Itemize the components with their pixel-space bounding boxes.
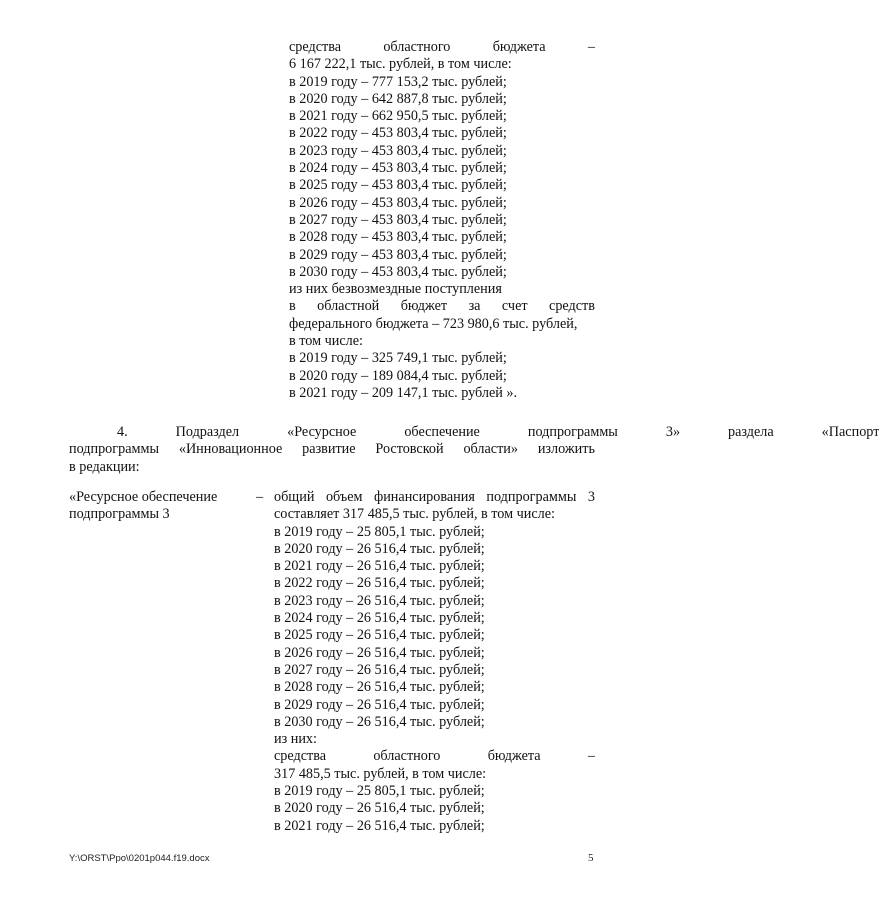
word: – (587, 748, 595, 765)
federal-year-line: в 2021 году – 209 147,1 тыс. рублей ». (289, 384, 518, 401)
page-number: 5 (588, 852, 594, 864)
regional-year-line: в 2020 году – 26 516,4 тыс. рублей; (274, 800, 485, 817)
word: бюджета (492, 39, 546, 55)
federal-year-line: в 2019 году – 325 749,1 тыс. рублей; (289, 350, 507, 367)
federal-lead-line (289, 298, 595, 315)
year-line: в 2030 году – 453 803,4 тыс. рублей; (289, 263, 507, 280)
year-line: в 2020 году – 26 516,4 тыс. рублей; (274, 540, 485, 557)
year-line: в 2022 году – 453 803,4 тыс. рублей; (289, 125, 507, 142)
word: областного (383, 39, 451, 55)
paragraph-line-2 (69, 441, 595, 458)
word: Ростовской (375, 441, 444, 458)
year-line: в 2021 году – 26 516,4 тыс. рублей; (274, 558, 485, 575)
year-line: в 2019 году – 777 153,2 тыс. рублей; (289, 73, 507, 90)
word: бюджет (400, 298, 448, 315)
year-line: в 2023 году – 26 516,4 тыс. рублей; (274, 592, 485, 609)
word: «Ресурсное (287, 424, 357, 440)
federal-incl: в том числе: (289, 333, 363, 350)
word: средства (289, 39, 342, 55)
year-line: в 2027 году – 26 516,4 тыс. рублей; (274, 661, 485, 678)
federal-total: федерального бюджета – 723 980,6 тыс. рублей, (289, 315, 578, 332)
regional-budget-total: 6 167 222,1 тыс. рублей, в том числе: (289, 56, 512, 73)
year-line: в 2027 году – 453 803,4 тыс. рублей; (289, 211, 507, 228)
word: обеспечение (404, 424, 480, 440)
word: области» (463, 441, 518, 458)
year-line: в 2026 году – 453 803,4 тыс. рублей; (289, 194, 507, 211)
word: средства (274, 748, 327, 765)
grants-heading: из них безвозмездные поступления (289, 281, 502, 298)
regional-budget-lead-line (289, 39, 595, 56)
resource-label-line-2: подпрограммы 3 (69, 506, 170, 523)
year-line: в 2019 году – 25 805,1 тыс. рублей; (274, 523, 485, 540)
resource-line-1 (274, 489, 595, 506)
year-line: в 2025 году – 453 803,4 тыс. рублей; (289, 177, 507, 194)
regional-year-line: в 2019 году – 25 805,1 тыс. рублей; (274, 783, 485, 800)
regional-year-line: в 2021 году – 26 516,4 тыс. рублей; (274, 817, 485, 834)
year-line: в 2024 году – 26 516,4 тыс. рублей; (274, 610, 485, 627)
year-line: в 2023 году – 453 803,4 тыс. рублей; (289, 142, 507, 159)
footer-file-path: Y:\ORST\Ppo\0201p044.f19.docx (69, 853, 210, 864)
year-line: в 2021 году – 662 950,5 тыс. рублей; (289, 108, 507, 125)
year-line: в 2028 году – 453 803,4 тыс. рублей; (289, 229, 507, 246)
word: 3 (587, 489, 595, 505)
year-line: в 2024 году – 453 803,4 тыс. рублей; (289, 160, 507, 177)
regional-budget-block (289, 39, 595, 402)
regional-lead-line (274, 748, 595, 765)
word: областной (317, 298, 380, 315)
word: счет (501, 298, 528, 315)
word: финансирования (374, 489, 475, 505)
resource-line-2: составляет 317 485,5 тыс. рублей, в том числе: (274, 506, 555, 523)
word: подпрограммы (69, 441, 159, 458)
word: изложить (537, 441, 595, 458)
word: в (289, 298, 296, 315)
word: 3» (665, 424, 681, 440)
resource-content (274, 489, 595, 835)
year-line: в 2029 году – 26 516,4 тыс. рублей; (274, 696, 485, 713)
word: бюджета (487, 748, 541, 765)
regional-total: 317 485,5 тыс. рублей, в том числе: (274, 765, 487, 782)
word: раздела (728, 424, 774, 440)
word: – (587, 39, 595, 55)
word: объем (325, 489, 363, 505)
word: 4. (117, 424, 128, 440)
word: Подраздел (175, 424, 240, 440)
word: подпрограммы (486, 489, 577, 505)
year-line: в 2026 году – 26 516,4 тыс. рублей; (274, 644, 485, 661)
amendment-paragraph (69, 424, 879, 476)
resource-dash: – (256, 489, 264, 505)
word: подпрограммы (527, 424, 618, 440)
year-line: в 2020 году – 642 887,8 тыс. рублей; (289, 90, 507, 107)
paragraph-line-1 (69, 424, 879, 441)
word: «Инновационное (178, 441, 283, 458)
word: «Паспорт (821, 424, 879, 440)
resource-label-line-1: «Ресурсное обеспечение (69, 489, 218, 505)
word: за (468, 298, 481, 315)
word: средств (549, 298, 595, 315)
year-line: в 2022 году – 26 516,4 тыс. рублей; (274, 575, 485, 592)
word: областного (373, 748, 441, 765)
year-line: в 2029 году – 453 803,4 тыс. рублей; (289, 246, 507, 263)
federal-year-line: в 2020 году – 189 084,4 тыс. рублей; (289, 367, 507, 384)
word: развитие (302, 441, 356, 458)
year-line: в 2025 году – 26 516,4 тыс. рублей; (274, 627, 485, 644)
resource-label (69, 489, 239, 524)
paragraph-line-3: в редакции: (69, 458, 140, 475)
from-them-line: из них: (274, 731, 317, 748)
year-line: в 2028 году – 26 516,4 тыс. рублей; (274, 679, 485, 696)
word: общий (274, 489, 315, 505)
year-line: в 2030 году – 26 516,4 тыс. рублей; (274, 713, 485, 730)
